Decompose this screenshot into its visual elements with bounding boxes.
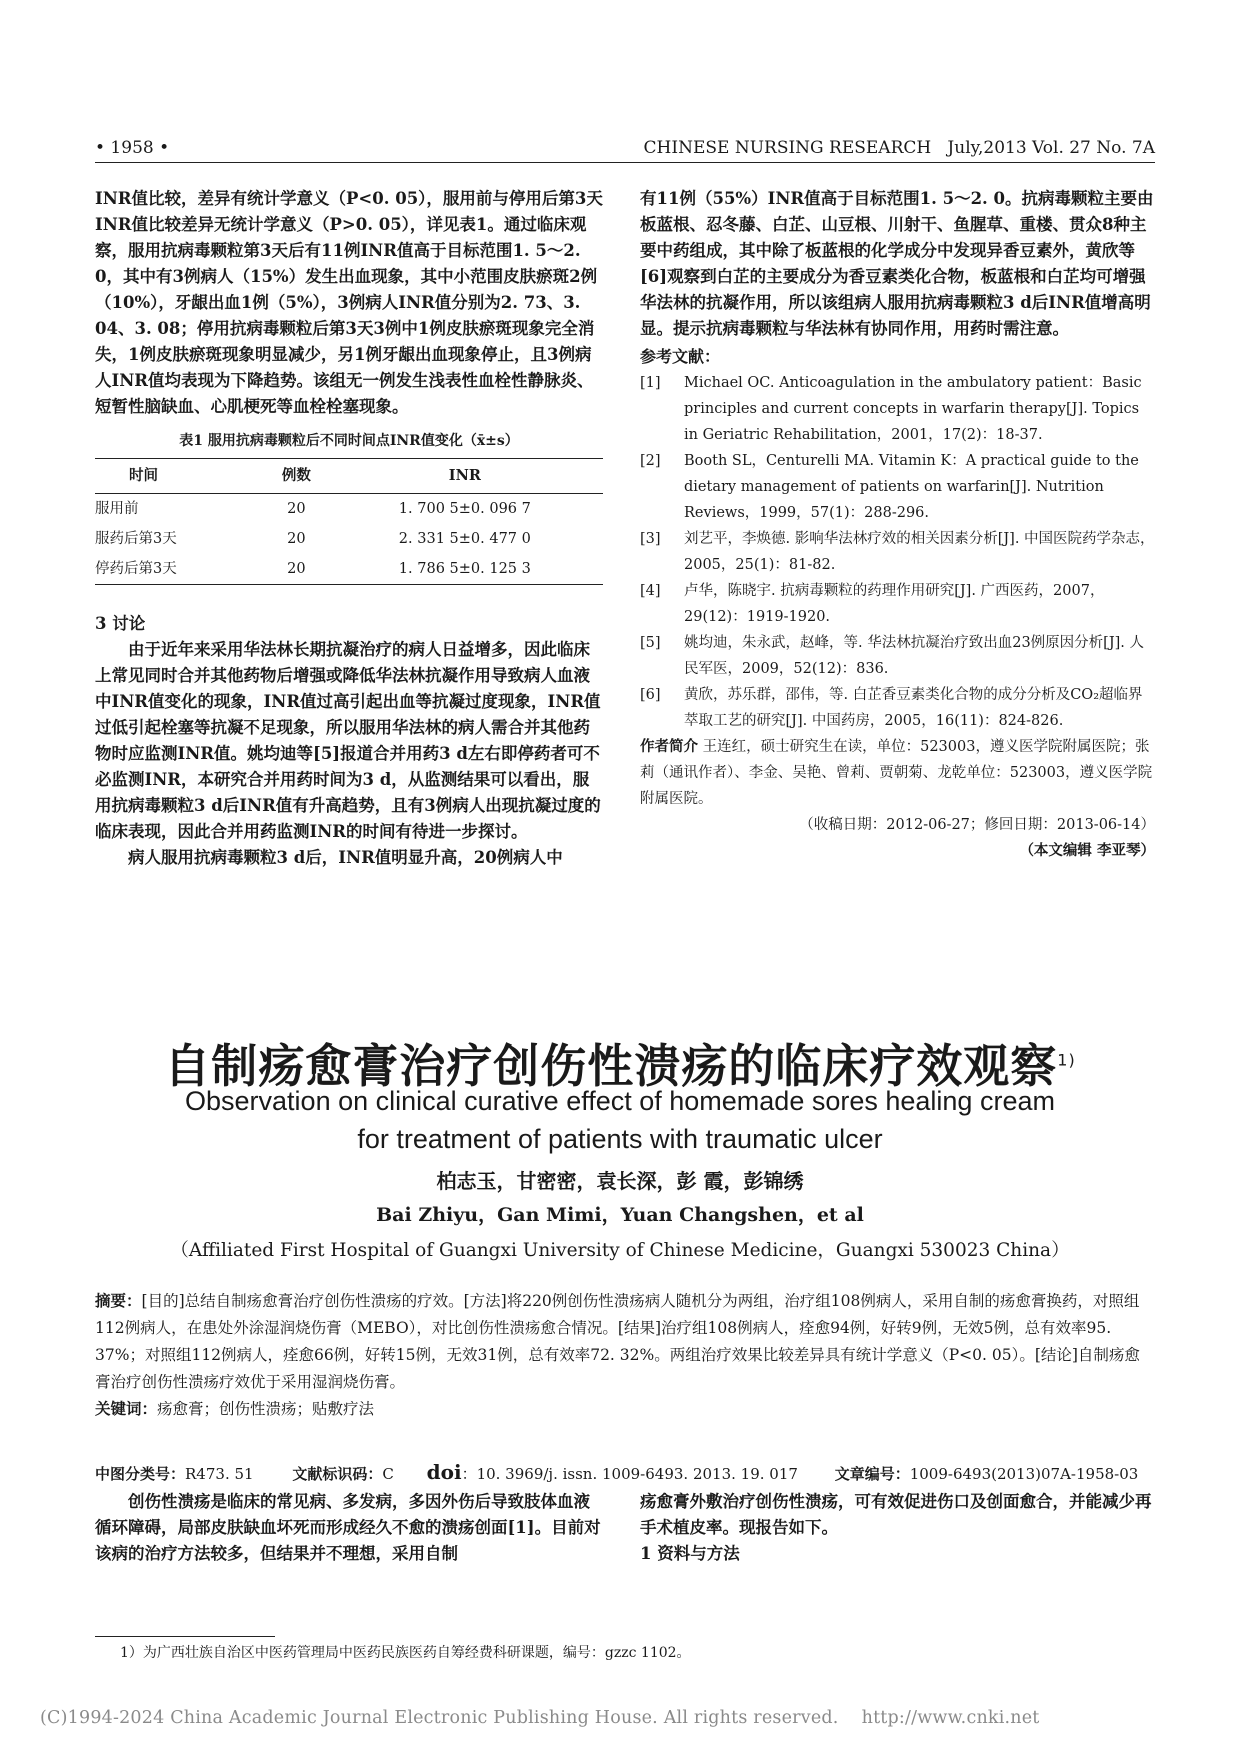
journal-header: CHINESE NURSING RESEARCH July,2013 Vol. 27 No. 7A (643, 138, 1155, 158)
reference-number: [6] (640, 687, 661, 703)
abstract-text: [目的]总结自制疡愈膏治疗创伤性溃疡的疗效。[方法]将220例创伤性溃疡病人随机分为两组，治疗组108例病人，采用自制的疡愈膏换药，对照组112例病人，在患处外涂湿润烧伤膏（MEBO），对比创伤性溃疡愈合情况。[结果]治疗组108例病人，痊愈94例，好转9例，无效5例，总有效率95. 37%；对照组112例病人，痊愈66例，好转15例，无效31例，总有效率72. 32%。两组治疗效果比较差异具有统计学意义（P<0. 05）。[结论]自制疡愈膏治疗创伤性溃疡疗效优于采用湿润烧伤膏。 (95, 1292, 1140, 1391)
inr-table (95, 458, 603, 585)
doi-label: doi (426, 1460, 462, 1484)
reference-item (640, 370, 1155, 448)
clc-value: R473. 51 (185, 1465, 254, 1483)
references-title: 参考文献： (640, 347, 721, 366)
reference-text: Michael OC. Anticoagulation in the ambulatory patient：Basic principles and current concepts in warfarin therapy[J]. Topics in Geriatric Rehabilitation，2001，17(2)：18-37. (684, 375, 1142, 443)
table-header: 时间 (95, 459, 266, 494)
body-left-column (95, 1489, 603, 1567)
reference-text: 黄欣，苏乐群，邵伟，等. 白芷香豆素类化合物的成分分析及CO₂超临界萃取工艺的研究[J]. 中国药房，2005，16(11)：824-826. (684, 687, 1143, 729)
classification-line (95, 1460, 1155, 1484)
article-number-value: 1009-6493(2013)07A-1958-03 (909, 1465, 1139, 1483)
table-header-row (95, 459, 603, 494)
table-cell: 停药后第3天 (95, 554, 266, 585)
left-column (95, 186, 603, 871)
body-para-2: 疡愈膏外敷治疗创伤性溃疡，可有效促进伤口及创面愈合，并能减少再手术植皮率。现报告如下。 (640, 1492, 1152, 1537)
keywords-label: 关键词： (95, 1400, 158, 1418)
page-number: • 1958 • (95, 138, 170, 158)
reference-item (640, 682, 1155, 734)
title-text: 自制疡愈膏治疗创伤性溃疡的临床疗效观察 (164, 1039, 1058, 1093)
section-1-title: 1 资料与方法 (640, 1544, 740, 1563)
table-title: 表1 服用抗病毒颗粒后不同时间点INR值变化（x̄±s） (179, 433, 519, 449)
table-cell: 20 (287, 531, 306, 547)
author-intro-label: 作者简介 (640, 738, 698, 755)
reference-text: Booth SL，Centurelli MA. Vitamin K：A practical guide to the dietary management of patients on warfarin[J]. Nutrition Reviews，1999，57(1)：288-296. (684, 453, 1139, 521)
references-list (640, 370, 1155, 734)
keywords-text: 疡愈膏；创伤性溃疡；贴敷疗法 (157, 1400, 375, 1418)
authors-en: Bai Zhiyu，Gan Mimi，Yuan Changshen，et al (376, 1204, 864, 1226)
doi-value: ：10. 3969/j. issn. 1009-6493. 2013. 19. 017 (461, 1465, 798, 1483)
title-footnote-marker: 1) (1057, 1050, 1076, 1070)
table-cell: 20 (287, 501, 306, 517)
abstract-block (95, 1288, 1155, 1423)
table-cell: 20 (266, 554, 327, 585)
article-number-label: 文章编号： (834, 1465, 910, 1483)
table-cell: 服药后第3天 (95, 531, 177, 547)
reference-number: [2] (640, 453, 661, 469)
keywords (95, 1396, 1155, 1423)
doc-code-label: 文献标识码： (292, 1465, 383, 1483)
copyright-notice: (C)1994-2024 China Academic Journal Electronic Publishing House. All rights reserved. http://www.cnki.net (40, 1708, 1040, 1728)
right-column (640, 186, 1155, 864)
affiliation: （Affiliated First Hospital of Guangxi University of Chinese Medicine，Guangxi 530023 China） (170, 1240, 1070, 1261)
table-cell: 1. 700 5±0. 096 7 (398, 501, 531, 517)
table-header: 例数 (266, 459, 327, 494)
table-cell: 2. 331 5±0. 477 0 (398, 531, 531, 547)
footnote: 1）为广西壮族自治区中医药管理局中医药民族医药自筹经费科研课题，编号：gzzc 1102。 (120, 1645, 691, 1661)
reference-number: [4] (640, 583, 661, 599)
table-cell: 服用前 (95, 501, 139, 517)
reference-number: [1] (640, 375, 661, 391)
author-intro-text: 王连红，硕士研究生在读，单位：523003，遵义医学院附属医院；张莉（通讯作者）、李金、吴艳、曾莉、贾朝菊、龙乾单位：523003，遵义医学院附属医院。 (640, 739, 1153, 807)
authors-zh: 柏志玉，甘密密，袁长深，彭 霞，彭锦绣 (436, 1169, 804, 1193)
left-para-1: INR值比较，差异有统计学意义（P<0. 05），服用前与停用后第3天INR值比较差异无统计学意义（P>0. 05），详见表1。通过临床观察，服用抗病毒颗粒第3天后有11例INR值高于目标范围1. 5～2. 0，其中有3例病人（15%）发生出血现象，其中小范围皮肤瘀斑2例（10%），牙龈出血1例（5%），3例病人INR值分别为2. 73、3. 04、3. 08；停用抗病毒颗粒后第3天3例中1例皮肤瘀斑现象完全消失，1例皮肤瘀斑现象明显减少，另1例牙龈出血现象停止，且3例病人INR值均表现为下降趋势。该组无一例发生浅表性血栓性静脉炎、短暂性脑缺血、心肌梗死等血栓栓塞现象。 (95, 189, 603, 416)
reference-text: 姚均迪，朱永武，赵峰，等. 华法林抗凝治疗致出血23例原因分析[J]. 人民军医，2009，52(12)：836. (684, 635, 1145, 677)
body-para-1: 创伤性溃疡是临床的常见病、多发病，多因外伤后导致肢体血液循环障碍，局部皮肤缺血坏死而形成经久不愈的溃疡创面[1]。目前对该病的治疗方法较多，但结果并不理想，采用自制 (95, 1492, 601, 1563)
reference-item (640, 526, 1155, 578)
clc-label: 中图分类号： (95, 1465, 186, 1483)
reference-number: [5] (640, 635, 661, 651)
reference-text: 卢华，陈晓宇. 抗病毒颗粒的药理作用研究[J]. 广西医药，2007，29(12)：1919-1920. (684, 583, 1105, 625)
left-para-3: 病人服用抗病毒颗粒3 d后，INR值明显升高，20例病人中 (128, 848, 563, 867)
table-row (95, 524, 603, 554)
table-header: INR (327, 459, 603, 494)
reference-item (640, 630, 1155, 682)
body-right-column (640, 1489, 1155, 1567)
table-cell: 1. 786 5±0. 125 3 (327, 554, 603, 585)
right-para-1: 有11例（55%）INR值高于目标范围1. 5～2. 0。抗病毒颗粒主要由板蓝根、忍冬藤、白芷、山豆根、川射干、鱼腥草、重楼、贯众8种主要中药组成，其中除了板蓝根的化学成分中发现异香豆素外，黄欣等[6]观察到白芷的主要成分为香豆素类化合物，板蓝根和白芷均可增强华法林的抗凝作用，所以该组病人服用抗病毒颗粒3 d后INR值增高明显。提示抗病毒颗粒与华法林有协同作用，用药时需注意。 (640, 189, 1154, 338)
reference-number: [3] (640, 531, 661, 547)
left-para-2: 由于近年来采用华法林长期抗凝治疗的病人日益增多，因此临床上常见同时合并其他药物后增强或降低华法林抗凝作用导致病人血液中INR值变化的现象，INR值过高引起出血等抗凝过度现象，INR值过低引起栓塞等抗凝不足现象，所以服用华法林的病人需合并其他药物时应监测INR值。姚均迪等[5]报道合并用药3 d左右即停药者可不必监测INR，本研究合并用药时间为3 d，从监测结果可以看出，服用抗病毒颗粒3 d后INR值有升高趋势，且有3例病人出现抗凝过度的临床表现，因此合并用药监测INR的时间有待进一步探讨。 (95, 640, 601, 841)
author-intro (640, 734, 1155, 812)
table-row (95, 554, 603, 585)
abstract-label: 摘要： (95, 1292, 142, 1310)
doc-code-value: C (382, 1465, 394, 1483)
reference-text: 刘艺平，李焕德. 影响华法林疗效的相关因素分析[J]. 中国医院药学杂志，2005，25(1)：81-82. (684, 531, 1155, 573)
article-title-en-line1: Observation on clinical curative effect of homemade sores healing cream (185, 1086, 1055, 1116)
editor-note: （本文编辑 李亚琴） (1019, 842, 1155, 859)
received-dates: （收稿日期：2012-06-27；修回日期：2013-06-14） (799, 817, 1155, 833)
abstract (95, 1288, 1155, 1396)
article-title-en-line2: for treatment of patients with traumatic ulcer (357, 1124, 883, 1154)
header-rule (95, 162, 1155, 163)
reference-item (640, 578, 1155, 630)
reference-item (640, 448, 1155, 526)
table-row (95, 494, 603, 525)
section-3-title: 3 讨论 (95, 614, 146, 633)
footnote-rule (95, 1636, 275, 1637)
